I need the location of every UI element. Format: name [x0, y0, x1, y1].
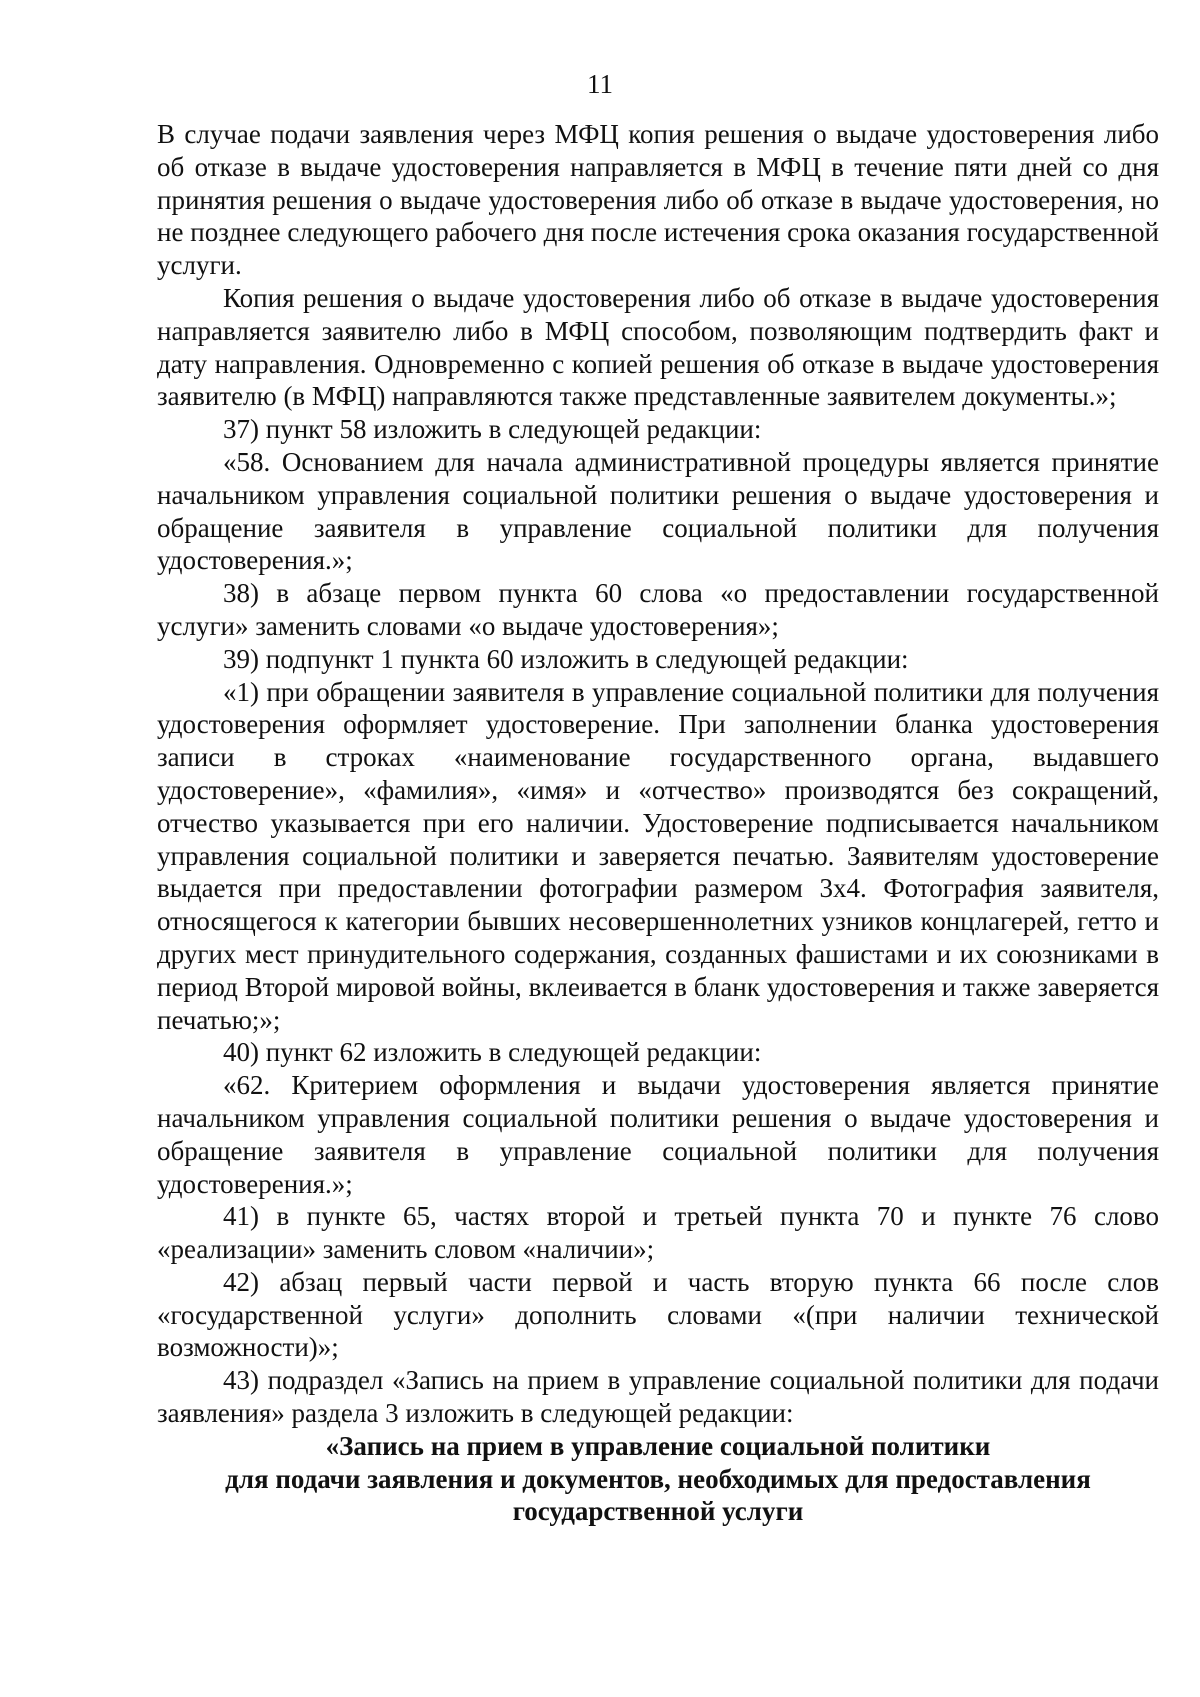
section-heading-line: государственной услуги — [512, 1496, 804, 1527]
paragraph: 39) подпункт 1 пункта 60 изложить в следующей редакции: — [223, 643, 909, 674]
section-heading-line: для подачи заявления и документов, необходимых для предоставления — [225, 1463, 1091, 1494]
paragraph: 38) в абзаце первом пункта 60 слова «о предоставлении государственной услуги» заменить словами «о выдаче удостоверения»; — [157, 578, 1159, 641]
paragraph: «58. Основанием для начала административной процедуры является принятие начальником управления социальной политики решения о выдаче удостоверения и обращение заявителя в управление социальной политики для получения удостоверения.»; — [157, 446, 1159, 576]
paragraph: 40) пункт 62 изложить в следующей редакции: — [223, 1037, 762, 1068]
paragraph: Копия решения о выдаче удостоверения либо об отказе в выдаче удостоверения направляется заявителю либо в МФЦ способом, позволяющим подтвердить факт и дату направления. Одновременно с копией решения об отказе в выдаче удостоверения заявителю (в МФЦ) направляются также представленные заявителем документы.»; — [157, 282, 1159, 412]
paragraph: «1) при обращении заявителя в управление социальной политики для получения удостоверения оформляет удостоверение. При заполнении бланка удостоверения записи в строках «наименование государственного органа, выдавшего удостоверение», «фамилия», «имя» и «отчество» производятся без сокращений, отчество указывается при его наличии. Удостоверение подписывается начальником управления социальной политики и заверяется печатью. Заявителям удостоверение выдается при предоставлении фотографии размером 3х4. Фотография заявителя, относящегося к категории бывших несовершеннолетних узников концлагерей, гетто и других мест принудительного содержания, созданных фашистами и их союзниками в период Второй мировой войны, вклеивается в бланк удостоверения и также заверяется печатью;»; — [157, 676, 1159, 1035]
paragraph: 41) в пункте 65, частях второй и третьей пункта 70 и пункте 76 слово «реализации» заменить словом «наличии»; — [157, 1201, 1159, 1265]
paragraph: 37) пункт 58 изложить в следующей редакции: — [223, 414, 762, 445]
paragraph: «62. Критерием оформления и выдачи удостоверения является принятие начальником управления социальной политики решения о выдаче удостоверения и обращение заявителя в управление социальной политики для получения удостоверения.»; — [157, 1070, 1159, 1199]
section-heading-line: «Запись на прием в управление социальной политики — [325, 1430, 991, 1461]
page-number: 11 — [587, 69, 613, 99]
paragraph: 43) подраздел «Запись на прием в управление социальной политики для подачи заявления» раздела 3 изложить в следующей редакции: — [157, 1365, 1159, 1429]
document-body — [157, 118, 1159, 1528]
paragraph: 42) абзац первый части первой и часть вторую пункта 66 после слов «государственной услуги» дополнить словами «(при наличии технической возможности)»; — [157, 1266, 1159, 1363]
paragraph: В случае подачи заявления через МФЦ копия решения о выдаче удостоверения либо об отказе в выдаче удостоверения направляется в МФЦ в течение пяти дней со дня принятия решения о выдаче удостоверения либо об отказе в выдаче удостоверения, но не позднее следующего рабочего дня после истечения срока оказания государственной услуги. — [157, 119, 1159, 281]
